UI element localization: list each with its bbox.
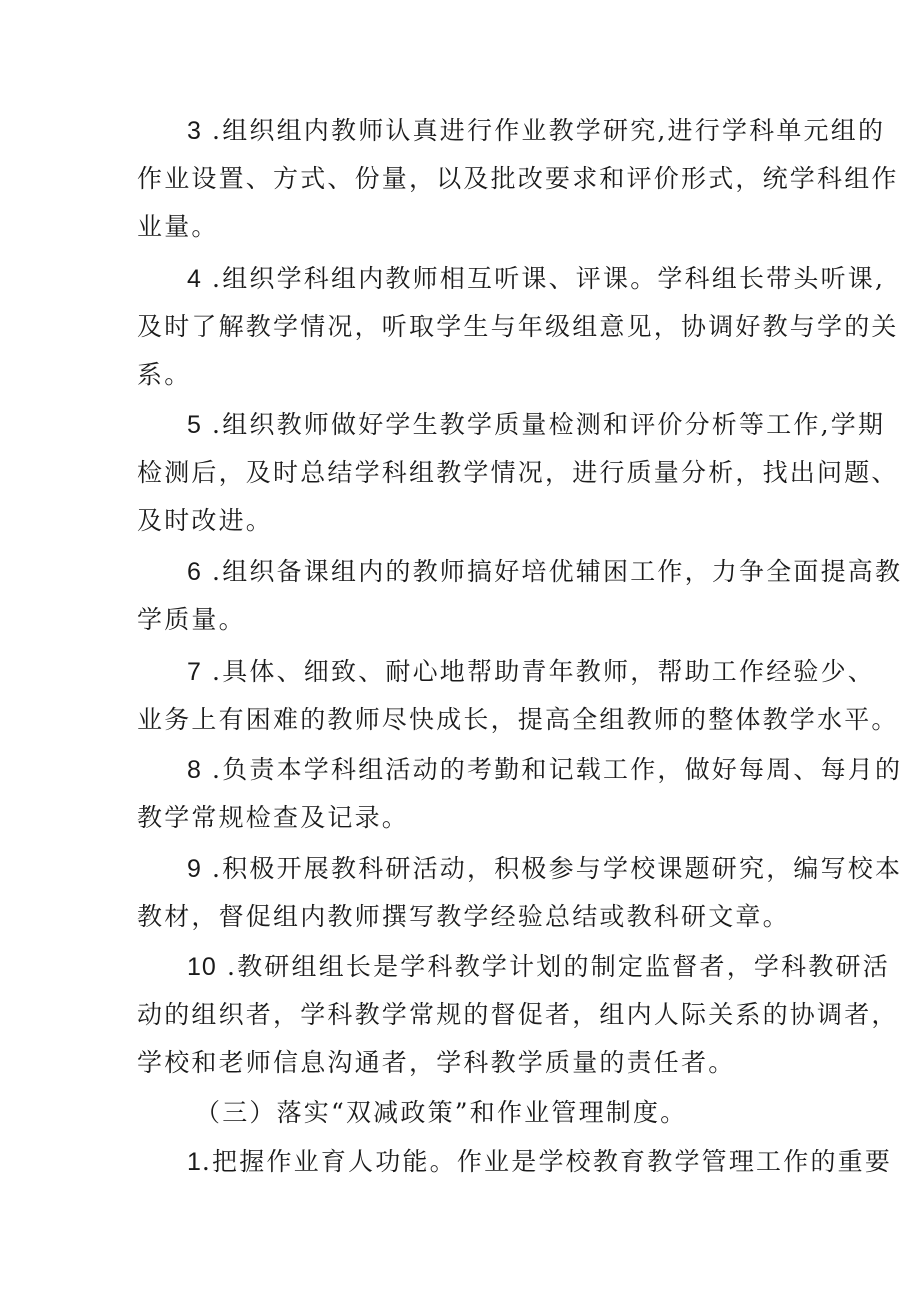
paragraph-line: 8 .负责本学科组活动的考勤和记载工作，做好每周、每月的 [187,755,903,784]
paragraph-8 [137,746,903,842]
paragraph-line: 检测后，及时总结学科组教学情况，进行质量分析，找出问题、 [137,458,899,487]
paragraph-line: 1.把握作业育人功能。作业是学校教育教学管理工作的重要 [187,1147,893,1176]
paragraph-10 [137,943,899,1087]
paragraph-6 [137,548,903,644]
item-number: 8 [187,756,202,784]
item-number: 9 [187,855,202,883]
item-number: 7 [187,658,202,686]
item-number: 6 [187,558,202,586]
paragraph-line: 动的组织者，学科教学常规的督促者，组内人际关系的协调者， [137,1000,899,1029]
paragraph-line: 及时了解教学情况，听取学生与年级组意见，协调好教与学的关 [137,312,899,341]
item-number: 3 [187,117,202,145]
section-heading: （三）落实“双减政策”和作业管理制度。 [195,1098,688,1127]
paragraph-line: 教学常规检查及记录。 [137,803,410,832]
paragraph-line: 学校和老师信息沟通者，学科教学质量的责任者。 [137,1048,736,1077]
paragraph-line: 3 .组织组内教师认真进行作业教学研究,进行学科单元组的 [187,116,886,145]
paragraph-line: 学质量。 [137,605,246,634]
paragraph-line: 7 .具体、细致、耐心地帮助青年教师，帮助工作经验少、 [187,657,876,686]
paragraph-line: 业量。 [137,212,219,241]
item-number: 4 [187,265,202,293]
item-number: 1 [187,1148,202,1176]
paragraph-line: 4 .组织学科组内教师相互听课、评课。学科组长带头听课, [187,264,886,293]
paragraph-line: 及时改进。 [137,506,274,535]
paragraph-3 [137,107,899,251]
paragraph-line: 6 .组织备课组内的教师搞好培优辅困工作，力争全面提高教 [187,557,903,586]
paragraph-line: 10 .教研组组长是学科教学计划的制定监督者，学科教研活 [187,952,890,981]
paragraph-final [137,1138,893,1186]
item-number: 5 [187,411,202,439]
paragraph-line: 业务上有困难的教师尽快成长，提高全组教师的整体教学水平。 [137,705,899,734]
paragraph-4 [137,255,899,399]
paragraph-line: 教材，督促组内教师撰写教学经验总结或教科研文章。 [137,902,790,931]
paragraph-7 [137,648,899,744]
item-number: 10 [187,953,217,981]
paragraph-line: 系。 [137,360,192,389]
paragraph-line: 9 .积极开展教科研活动，积极参与学校课题研究，编写校本 [187,854,903,883]
paragraph-9 [137,845,903,941]
paragraph-line: 5 .组织教师做好学生教学质量检测和评价分析等工作,学期 [187,410,886,439]
paragraph-5 [137,401,899,545]
paragraph-line: 作业设置、方式、份量，以及批改要求和评价形式，统学科组作 [137,164,899,193]
